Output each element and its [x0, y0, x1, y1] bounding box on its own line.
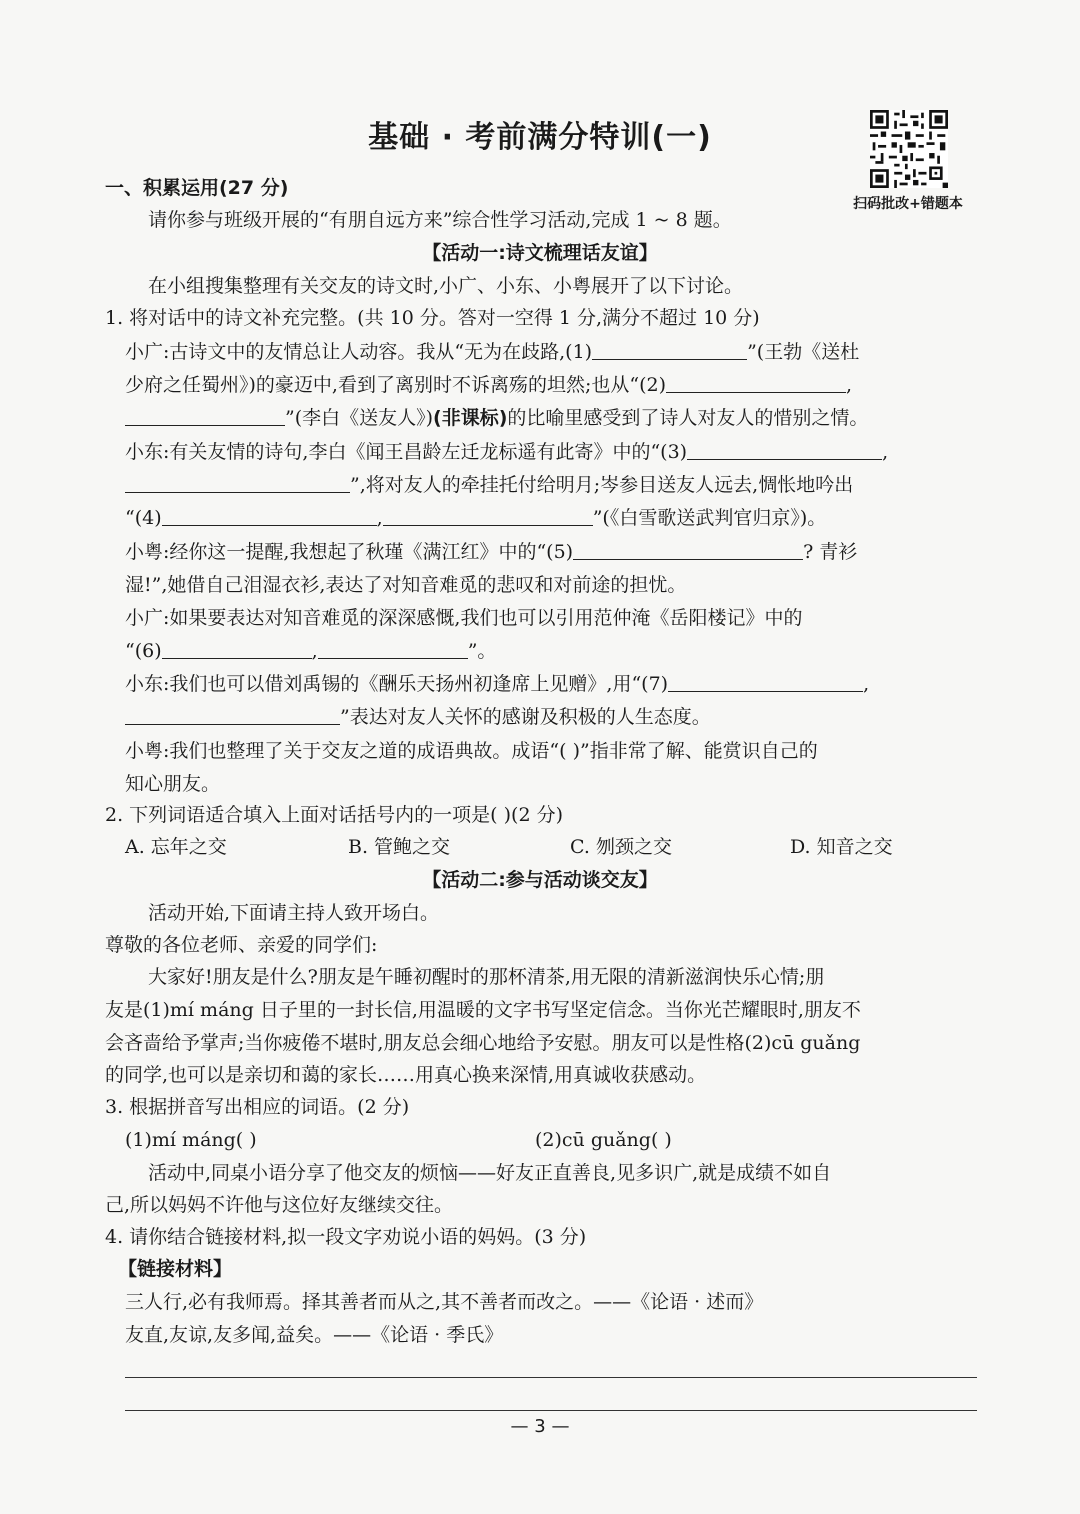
speech-line: 的同学,也可以是亲切和蔼的家长……用真心换来深情,用真诚收获感动。: [105, 1064, 707, 1086]
answer-line[interactable]: [125, 1410, 977, 1411]
answer-blank-1[interactable]: [592, 339, 747, 360]
q1-text: ”(李白《送友人》): [285, 407, 434, 429]
q1-text: 少府之任蜀州》)的豪迈中,看到了离别时不诉离殇的坦然;也从“(2): [125, 374, 666, 396]
answer-blank-3b[interactable]: [125, 472, 350, 493]
answer-blank-2b[interactable]: [125, 405, 285, 426]
q1-text: ”(《白雪歌送武判官归京》)。: [592, 507, 827, 529]
q2-option-b[interactable]: B. 管鲍之交: [348, 836, 451, 858]
q3-answer-2[interactable]: (2)cū guǎng( ): [535, 1129, 672, 1151]
non-standard-note: (非课标): [433, 407, 508, 429]
q1-text: “(4): [125, 507, 162, 529]
answer-blank-2a[interactable]: [666, 372, 846, 393]
answer-blank-4a[interactable]: [162, 505, 377, 526]
q1-dialogue-line: 湿!”,她借自己泪湿衣衫,表达了对知音难觅的悲叹和对前途的担忧。: [125, 574, 687, 596]
q4-stem: 4. 请你结合链接材料,拟一段文字劝说小语的妈妈。(3 分): [105, 1226, 587, 1248]
answer-line[interactable]: [125, 1377, 977, 1378]
link-material-line: 友直,友谅,友多闻,益矣。——《论语 · 季氏》: [125, 1324, 504, 1346]
activity2-title: 【活动二:参与活动谈交友】: [422, 869, 658, 891]
q1-text: ? 青衫: [803, 541, 858, 563]
q2-option-c[interactable]: C. 刎颈之交: [570, 836, 672, 858]
q1-text: 的比喻里感受到了诗人对友人的惜别之情。: [507, 407, 869, 429]
q1-text: 小东:我们也可以借刘禹锡的《酬乐天扬州初逢席上见赠》,用“(7): [125, 673, 669, 695]
q1-dialogue-line: [125, 636, 1000, 666]
q2-option-a[interactable]: A. 忘年之交: [125, 836, 227, 858]
story-line: 活动中,同桌小语分享了他交友的烦恼——好友正直善良,见多识广,就是成绩不如自: [148, 1162, 832, 1184]
section-intro: 请你参与班级开展的“有朋自远方来”综合性学习活动,完成 1 ~ 8 题。: [148, 209, 732, 231]
qr-caption: 扫码批改+错题本: [853, 196, 963, 212]
link-material-line: 三人行,必有我师焉。择其善者而从之,其不善者而改之。——《论语 · 述而》: [125, 1291, 764, 1313]
q1-text: “(6): [125, 640, 162, 662]
activity1-title: 【活动一:诗文梳理话友谊】: [422, 242, 658, 264]
q1-text: ,: [882, 441, 889, 463]
q3-stem: 3. 根据拼音写出相应的词语。(2 分): [105, 1096, 410, 1118]
story-line: 己,所以妈妈不许他与这位好友继续交往。: [105, 1194, 454, 1216]
q1-text: 小粤:经你这一提醒,我想起了秋瑾《满江红》中的“(5): [125, 541, 574, 563]
q1-dialogue-line: [125, 370, 1000, 400]
q1-stem: 1. 将对话中的诗文补充完整。(共 10 分。答对一空得 1 分,满分不超过 10 分): [105, 307, 760, 329]
answer-blank-4b[interactable]: [383, 505, 593, 526]
link-material-title: 【链接材料】: [118, 1258, 233, 1280]
answer-blank-7b[interactable]: [125, 704, 340, 725]
answer-blank-6b[interactable]: [318, 638, 468, 659]
q1-dialogue-line: [125, 669, 1000, 699]
speech-greeting: 尊敬的各位老师、亲爱的同学们:: [105, 934, 378, 956]
q1-dialogue-line: 小广:如果要表达对知音难觅的深深感慨,我们也可以引用范仲淹《岳阳楼记》中的: [125, 607, 803, 629]
answer-blank-7a[interactable]: [668, 671, 863, 692]
speech-line: 会吝啬给予掌声;当你疲倦不堪时,朋友总会细心地给予安慰。朋友可以是性格(2)cū guǎng: [105, 1032, 861, 1054]
q1-text: ,: [311, 640, 318, 662]
q1-text: ”,将对友人的牵挂托付给明月;岑参目送友人远去,惆怅地吟出: [350, 474, 854, 496]
q2-stem: 2. 下列词语适合填入上面对话括号内的一项是( )(2 分): [105, 804, 563, 826]
q1-dialogue-line: [125, 470, 1000, 500]
page-number: — 3 —: [510, 1416, 570, 1437]
answer-blank-5[interactable]: [573, 539, 803, 560]
q1-dialogue-line: [125, 437, 1000, 467]
q1-text: ”(王勃《送杜: [747, 341, 860, 363]
q1-dialogue-line: [125, 503, 1000, 533]
activity2-intro: 活动开始,下面请主持人致开场白。: [148, 902, 440, 924]
q1-dialogue-line: [125, 537, 1000, 567]
q1-text: ”表达对友人关怀的感谢及积极的人生态度。: [340, 706, 711, 728]
speech-line: 友是(1)mí máng 日子里的一封长信,用温暖的文字书写坚定信念。当你光芒耀眼时,朋友不: [105, 999, 861, 1021]
page-title: 基础 · 考前满分特训(一): [368, 120, 712, 155]
answer-blank-3a[interactable]: [687, 439, 882, 460]
q1-text: ”。: [467, 640, 497, 662]
q3-answer-1[interactable]: (1)mí máng( ): [125, 1129, 257, 1151]
q1-dialogue-line: [125, 403, 1000, 433]
q1-dialogue-line: 小粤:我们也整理了关于交友之道的成语典故。成语“( )”指非常了解、能赏识自己的: [125, 740, 818, 762]
q1-dialogue-line: 知心朋友。: [125, 773, 221, 795]
q2-option-d[interactable]: D. 知音之交: [790, 836, 893, 858]
q1-text: ,: [845, 374, 853, 396]
q1-text: ,: [376, 507, 383, 529]
q1-dialogue-line: [125, 337, 1000, 367]
activity1-intro: 在小组搜集整理有关交友的诗文时,小广、小东、小粤展开了以下讨论。: [148, 275, 744, 297]
q1-text: 小东:有关友情的诗句,李白《闻王昌龄左迁龙标遥有此寄》中的“(3): [125, 441, 688, 463]
q1-dialogue-line: [125, 702, 1000, 732]
q1-text: 小广:古诗文中的友情总让人动容。我从“无为在歧路,(1): [125, 341, 593, 363]
speech-line: 大家好!朋友是什么?朋友是午睡初醒时的那杯清茶,用无限的清新滋润快乐心情;朋: [148, 966, 825, 988]
q1-text: ,: [863, 673, 870, 695]
section-heading: 一、积累运用(27 分): [105, 177, 289, 199]
answer-blank-6a[interactable]: [162, 638, 312, 659]
